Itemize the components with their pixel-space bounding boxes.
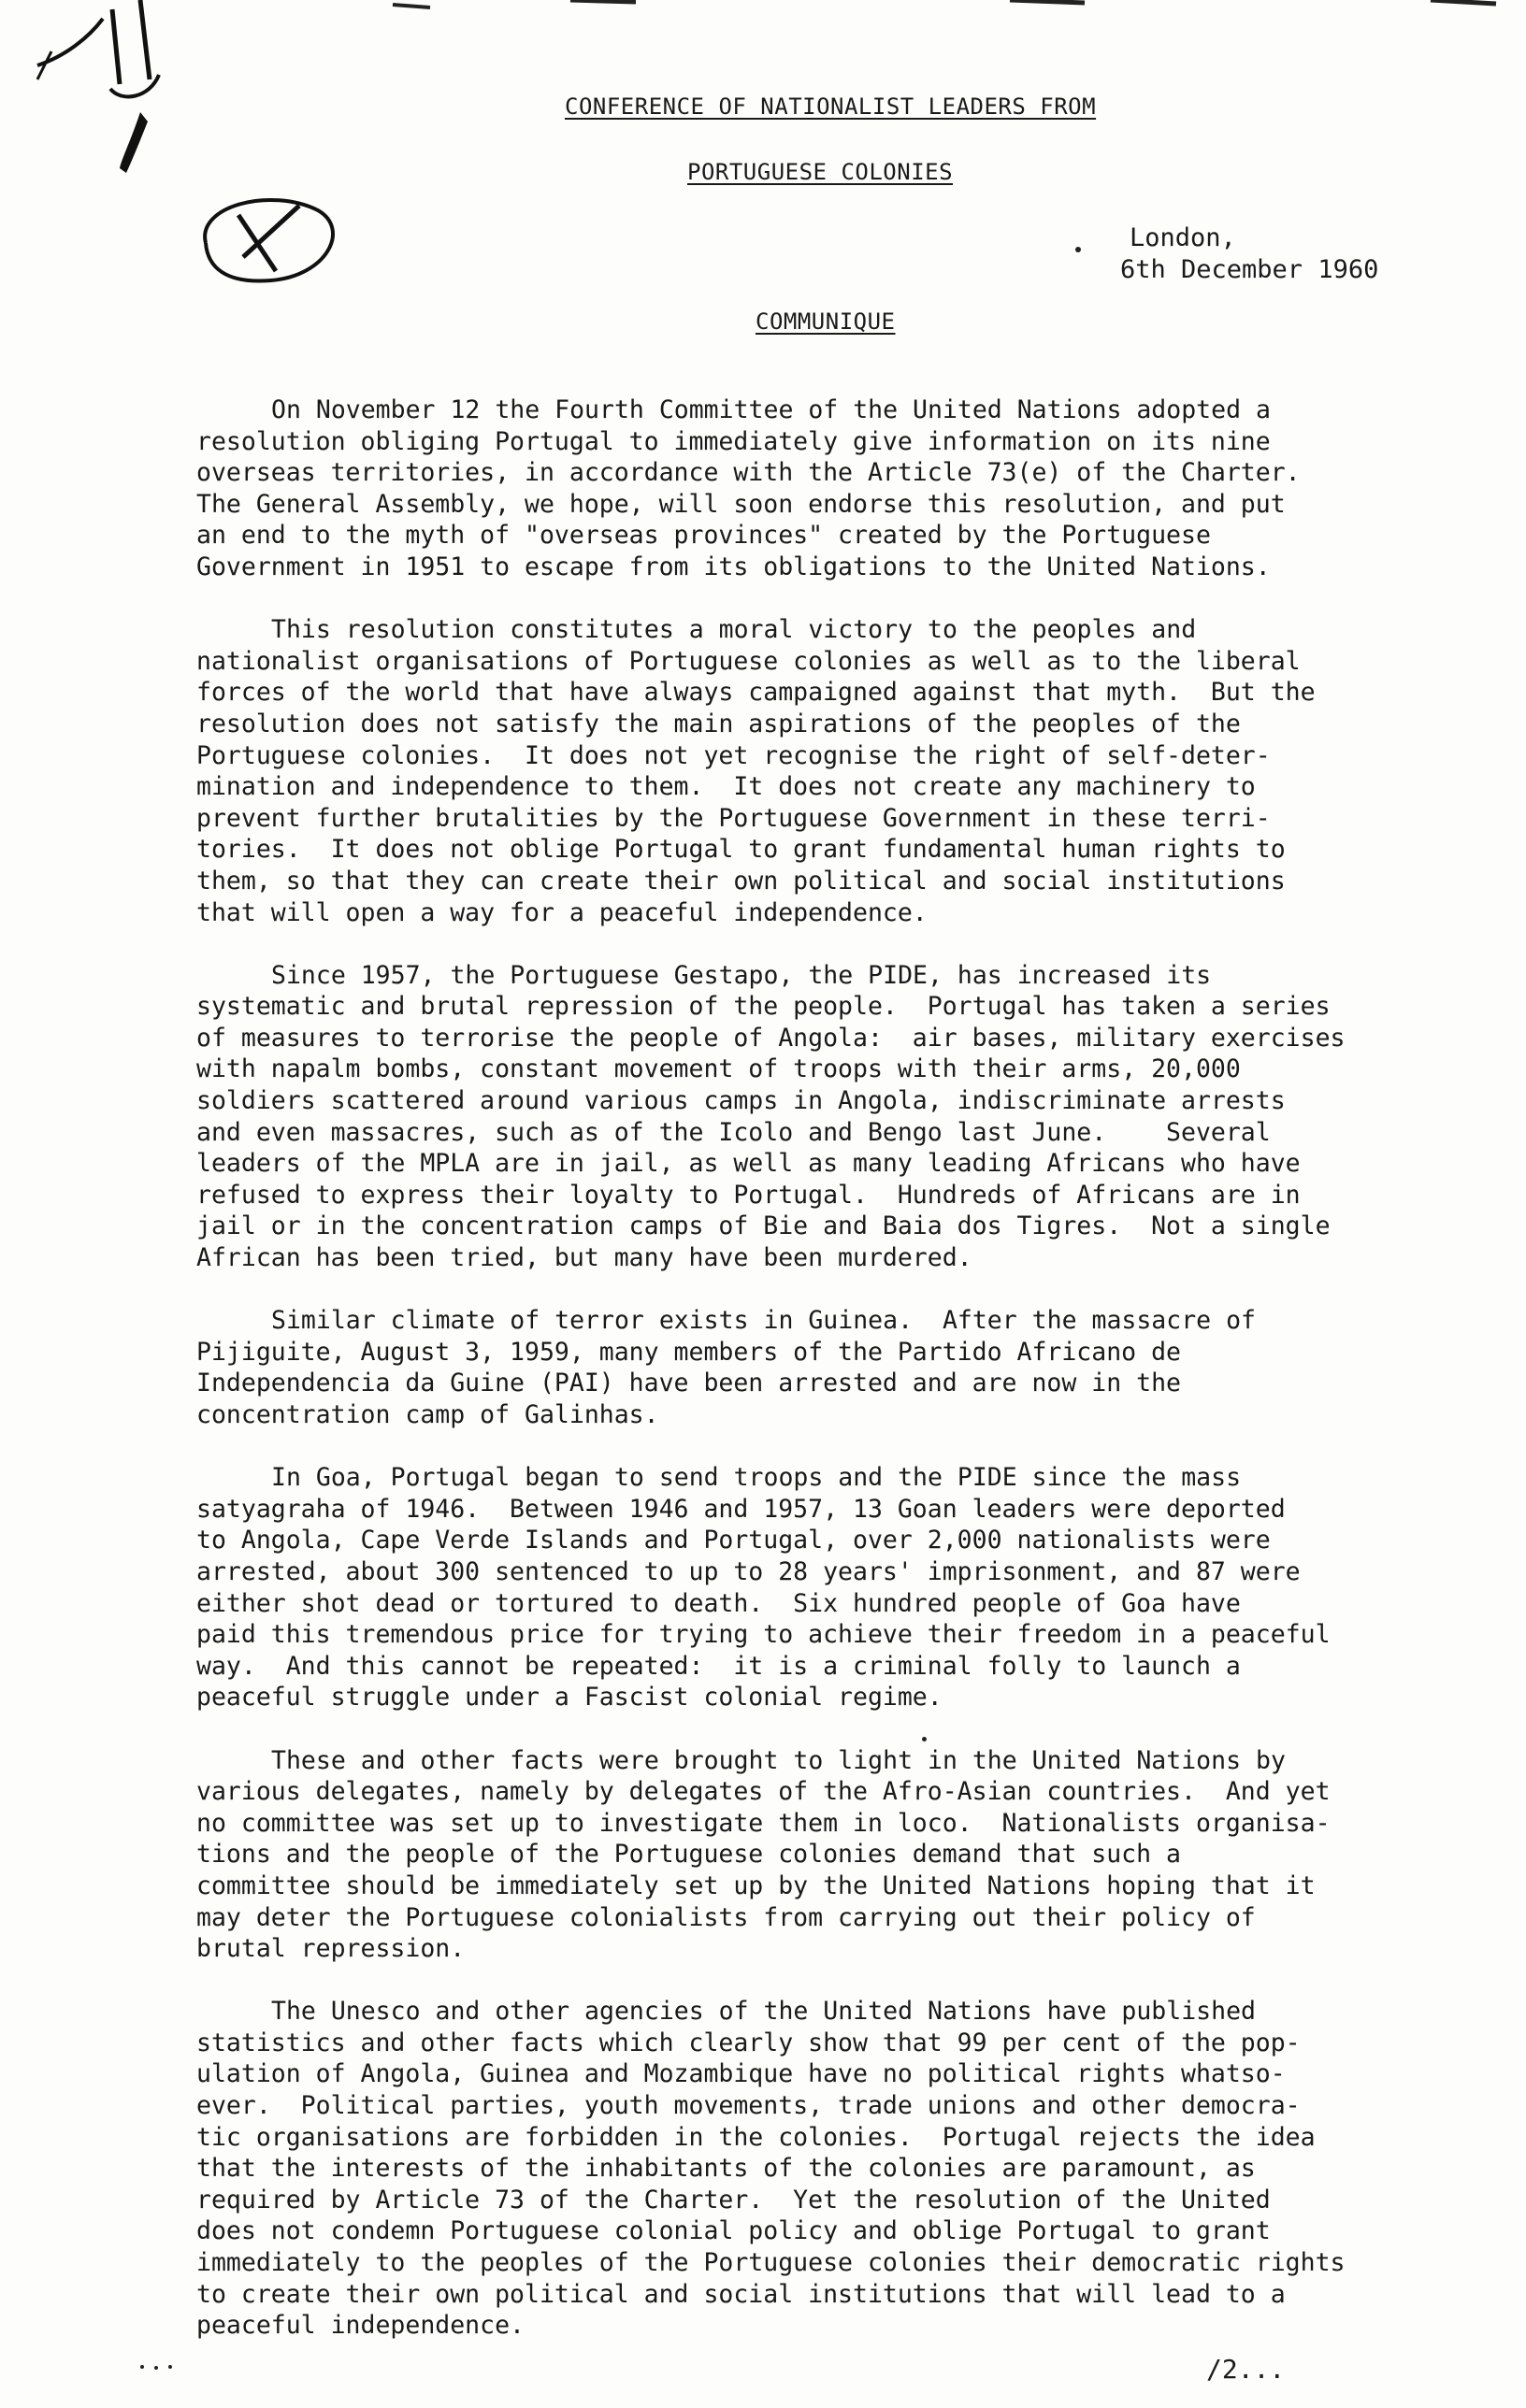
text-line: that will open a way for a peaceful independence. <box>196 897 928 927</box>
text-line: Portuguese colonies. It does not yet recognise the right of self-deter- <box>196 740 1271 770</box>
text-line: leaders of the MPLA are in jail, as well as many leading Africans who have <box>196 1149 1301 1179</box>
text-line: African has been tried, but many have been murdered. <box>196 1243 972 1273</box>
dateline-place: London, <box>1130 223 1236 252</box>
text-line: ulation of Angola, Guinea and Mozambique have no political rights whatso- <box>196 2059 1286 2089</box>
text-line: tions and the people of the Portuguese colonies demand that such a <box>196 1840 1181 1870</box>
text-line: resolution does not satisfy the main aspirations of the peoples of the <box>196 709 1241 738</box>
text-line: Pijiguite, August 3, 1959, many members of the Partido Africano de <box>196 1337 1181 1367</box>
text-line: and even massacres, such as of the Icolo and Bengo last June. Several <box>196 1117 1271 1147</box>
paragraph <box>196 1745 1412 1965</box>
dateline-date: 6th December 1960 <box>1120 255 1379 284</box>
ink-dot <box>140 2365 144 2369</box>
text-line: jail or in the concentration camps of Bie and Baia dos Tigres. Not a single <box>196 1211 1331 1241</box>
text-line: an end to the myth of "overseas provinces" created by the Portuguese <box>196 521 1211 551</box>
text-line: to Angola, Cape Verde Islands and Portugal, over 2,000 nationalists were <box>196 1526 1271 1555</box>
text-line: On November 12 the Fourth Committee of the United Nations adopted a <box>271 395 1271 424</box>
text-line: does not condemn Portuguese colonial policy and oblige Portugal to grant <box>196 2216 1271 2246</box>
text-line: may deter the Portuguese colonialists from carrying out their policy of <box>196 1902 1256 1932</box>
text-line: arrested, about 300 sentenced to up to 28 years' imprisonment, and 87 were <box>196 1556 1301 1586</box>
text-line: to create their own political and social institutions that will lead to a <box>196 2279 1286 2309</box>
paragraph <box>196 614 1412 928</box>
text-line: ever. Political parties, youth movements, trade unions and other democra- <box>196 2091 1301 2121</box>
text-line: either shot dead or tortured to death. Six hundred people of Goa have <box>196 1588 1241 1618</box>
ink-dot <box>168 2365 172 2369</box>
dateline <box>1120 222 1379 286</box>
text-line: way. And this cannot be repeated: it is a criminal folly to launch a <box>196 1651 1241 1681</box>
text-line: paid this tremendous price for trying to achieve their freedom in a peaceful <box>196 1620 1331 1650</box>
text-line: them, so that they can create their own political and social institutions <box>196 866 1286 896</box>
ink-dot <box>154 2366 158 2370</box>
text-line: forces of the world that have always campaigned against that myth. But the <box>196 678 1316 708</box>
text-line: Since 1957, the Portuguese Gestapo, the PIDE, has increased its <box>271 960 1212 990</box>
text-line: that the interests of the inhabitants of the colonies are paramount, as <box>196 2154 1256 2184</box>
text-line: with napalm bombs, constant movement of troops with their arms, 20,000 <box>196 1054 1241 1084</box>
paragraph <box>196 1462 1412 1713</box>
text-line: Similar climate of terror exists in Guinea. After the massacre of <box>271 1306 1256 1336</box>
paragraph <box>196 960 1412 1274</box>
text-line: Independencia da Guine (PAI) have been arrested and are now in the <box>196 1369 1181 1398</box>
text-line: overseas territories, in accordance with the Article 73(e) of the Charter. <box>196 458 1301 488</box>
text-line: required by Article 73 of the Charter. Yet the resolution of the United <box>196 2185 1271 2214</box>
text-line: The Unesco and other agencies of the United Nations have published <box>271 1997 1256 2027</box>
circled-x-mark <box>187 187 355 290</box>
text-line: systematic and brutal repression of the people. Portugal has taken a series <box>196 992 1331 1022</box>
communique-body <box>196 394 1412 2372</box>
paragraph <box>196 394 1412 583</box>
text-line: immediately to the peoples of the Portuguese colonies their democratic rights <box>196 2248 1346 2278</box>
text-line: This resolution constitutes a moral victory to the peoples and <box>271 615 1197 645</box>
text-line: These and other facts were brought to light in the United Nations by <box>271 1745 1286 1775</box>
top-edge-marks <box>374 0 1526 37</box>
paragraph <box>196 1305 1412 1430</box>
text-line: brutal repression. <box>196 1934 466 1964</box>
document-title: COMMUNIQUE <box>756 308 896 335</box>
text-line: satyagraha of 1946. Between 1946 and 1957, 13 Goan leaders were deported <box>196 1494 1286 1524</box>
text-line: various delegates, namely by delegates of the Afro-Asian countries. And yet <box>196 1777 1331 1807</box>
text-line: concentration camp of Galinhas. <box>196 1400 659 1429</box>
page-number: /2... <box>1206 2354 1286 2385</box>
paragraph <box>196 1996 1412 2342</box>
text-line: soldiers scattered around various camps in Angola, indiscriminate arrests <box>196 1086 1286 1116</box>
text-line: peaceful struggle under a Fascist colonial regime. <box>196 1683 943 1713</box>
text-line: statistics and other facts which clearly show that 99 per cent of the pop- <box>196 2028 1301 2057</box>
ink-dot <box>1075 247 1081 252</box>
text-line: nationalist organisations of Portuguese colonies as well as to the liberal <box>196 646 1301 676</box>
text-line: Government in 1951 to escape from its obligations to the United Nations. <box>196 552 1271 581</box>
text-line: committee should be immediately set up by the United Nations hoping that it <box>196 1870 1316 1900</box>
text-line: no committee was set up to investigate them in loco. Nationalists organisa- <box>196 1808 1331 1838</box>
text-line: refused to express their loyalty to Portugal. Hundreds of Africans are in <box>196 1180 1301 1210</box>
conference-subtitle: PORTUGUESE COLONIES <box>687 159 954 185</box>
text-line: of measures to terrorise the people of Angola: air bases, military exercises <box>196 1023 1346 1053</box>
text-line: In Goa, Portugal began to send troops and the PIDE since the mass <box>271 1463 1242 1493</box>
text-line: tic organisations are forbidden in the colonies. Portugal rejects the idea <box>196 2122 1316 2152</box>
text-line: mination and independence to them. It does not create any machinery to <box>196 772 1256 802</box>
text-line: prevent further brutalities by the Portuguese Government in these terri- <box>196 803 1271 833</box>
text-line: tories. It does not oblige Portugal to grant fundamental human rights to <box>196 835 1286 865</box>
conference-title: CONFERENCE OF NATIONALIST LEADERS FROM <box>565 93 1097 120</box>
text-line: The General Assembly, we hope, will soon endorse this resolution, and put <box>196 489 1286 519</box>
text-line: peaceful independence. <box>196 2311 525 2341</box>
text-line: resolution obliging Portugal to immediately give information on its nine <box>196 426 1271 456</box>
